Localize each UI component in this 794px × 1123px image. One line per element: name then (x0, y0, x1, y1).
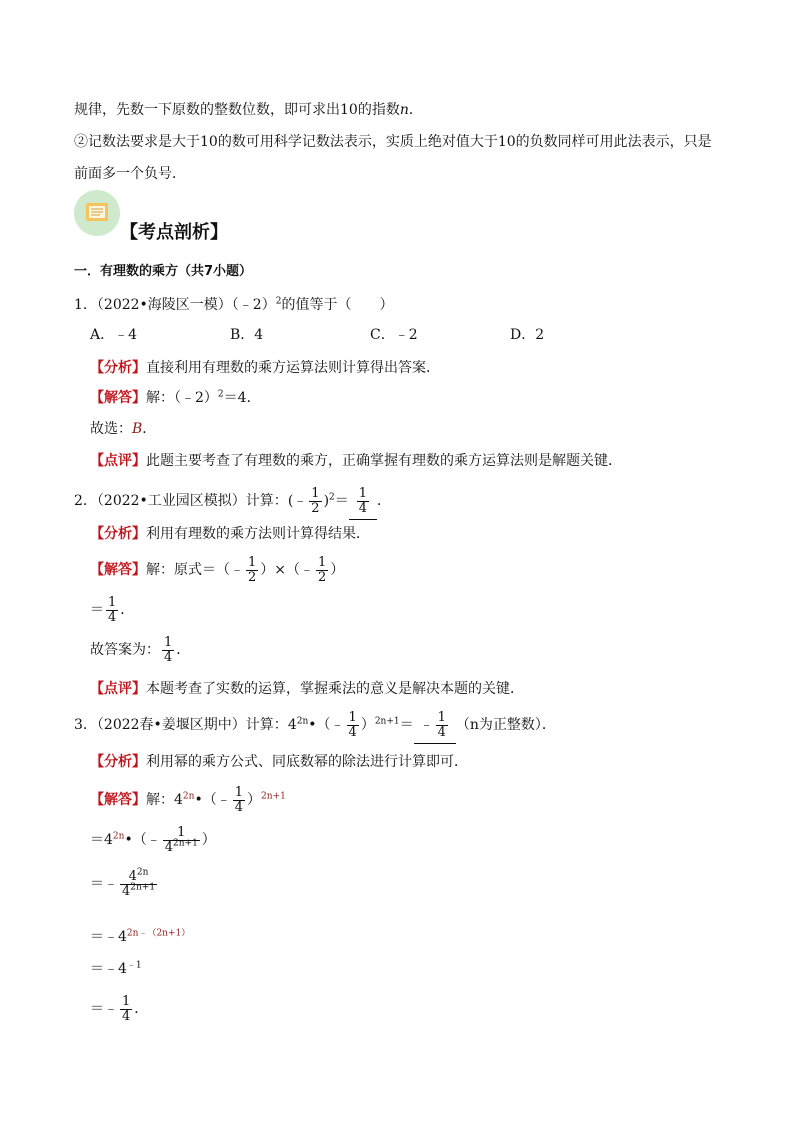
q3-stem: 3．（2022春•姜堰区期中）计算：$4^{2n}•(﹣$ $\frac{1}{4}$ ）$^{2n+1}$＝ ﹣ $\frac{1}{4}$ （n为正整数）． (74, 707, 556, 744)
choice-b: B．4 (230, 327, 264, 343)
intro-line-2: ②记数法要求是大于10的数可用科学记数法表示，实质上绝对值大于10的负数同样可用此法表示，只是 (74, 134, 712, 150)
intro-line-3: 前面多一个负号． (74, 166, 186, 182)
q3-step-1: $=4^{2n}•(﹣$ $\frac{1}{4^{2n+1}}$ ） (90, 824, 216, 855)
q3-step-2: ＝﹣ $\frac{4^{2n}}{4^{2n+1}}$ (90, 867, 156, 899)
q1-answer: 【解答】解：（﹣2）$^2$＝4． (90, 389, 261, 406)
choice-a: A．﹣4 (90, 327, 138, 343)
q2-answer-blank: $\frac{1}{4}$ (349, 483, 377, 520)
q2-analysis: 【分析】利用有理数的乘方法则计算得结果． (90, 526, 370, 542)
q3-step-3: $=﹣4^{2n﹣(2n+1)}$ (90, 928, 191, 945)
q2-conclusion: 故答案为： $\frac{1}{4}$ ． (90, 634, 191, 665)
q1-choices (90, 325, 650, 345)
q3-step-5: ＝﹣ $\frac{1}{4}$ ． (90, 993, 149, 1024)
q3-answer: 【解答】解：$4^{2n}•(﹣$ $\frac{1}{4}$ ）$^{2n+1}$ (90, 784, 286, 815)
q2-stem: 2．（2022•工业园区模拟）计算：(﹣ $\frac{1}{2}$ )$^2$＝ $\frac{1}{4}$ ． (74, 483, 391, 520)
choice-d: D．2 (510, 327, 545, 343)
q2-comment: 【点评】本题考查了实数的运算，掌握乘法的意义是解决本题的关键． (90, 681, 524, 697)
q1-stem: 1．（2022•海陵区一模）（﹣2）$^2$的值等于（ ） (74, 296, 394, 313)
section-header: 【考点剖析】 (120, 222, 228, 243)
section-subheader: 一．有理数的乘方（共7小题） (74, 264, 253, 279)
q1-comment: 【点评】此题主要考查了有理数的乘方，正确掌握有理数的乘方运算法则是解题关键． (90, 453, 622, 469)
notebook-icon (74, 190, 120, 236)
q1-analysis: 【分析】直接利用有理数的乘方运算法则计算得出答案． (90, 360, 440, 376)
q3-step-4: $=﹣4^{﹣1}$ (90, 960, 142, 977)
q1-conclusion: 故选：B． (90, 421, 157, 437)
q2-fraction: $\frac{1}{2}$ (311, 485, 320, 516)
q3-answer-blank: ﹣ $\frac{1}{4}$ (414, 707, 456, 744)
q3-analysis: 【分析】利用幂的乘方公式、同底数幂的除法进行计算即可． (90, 754, 468, 770)
intro-line-1: 规律，先数一下原数的整数位数，即可求出10的指数n． (74, 102, 423, 118)
choice-c: C．﹣2 (370, 327, 418, 343)
q2-answer: 【解答】解：原式＝（﹣ $\frac{1}{2}$ ）×（﹣ $\frac{1}{2}$ ） (90, 554, 345, 585)
q2-step: ＝ $\frac{1}{4}$ ． (90, 594, 135, 625)
